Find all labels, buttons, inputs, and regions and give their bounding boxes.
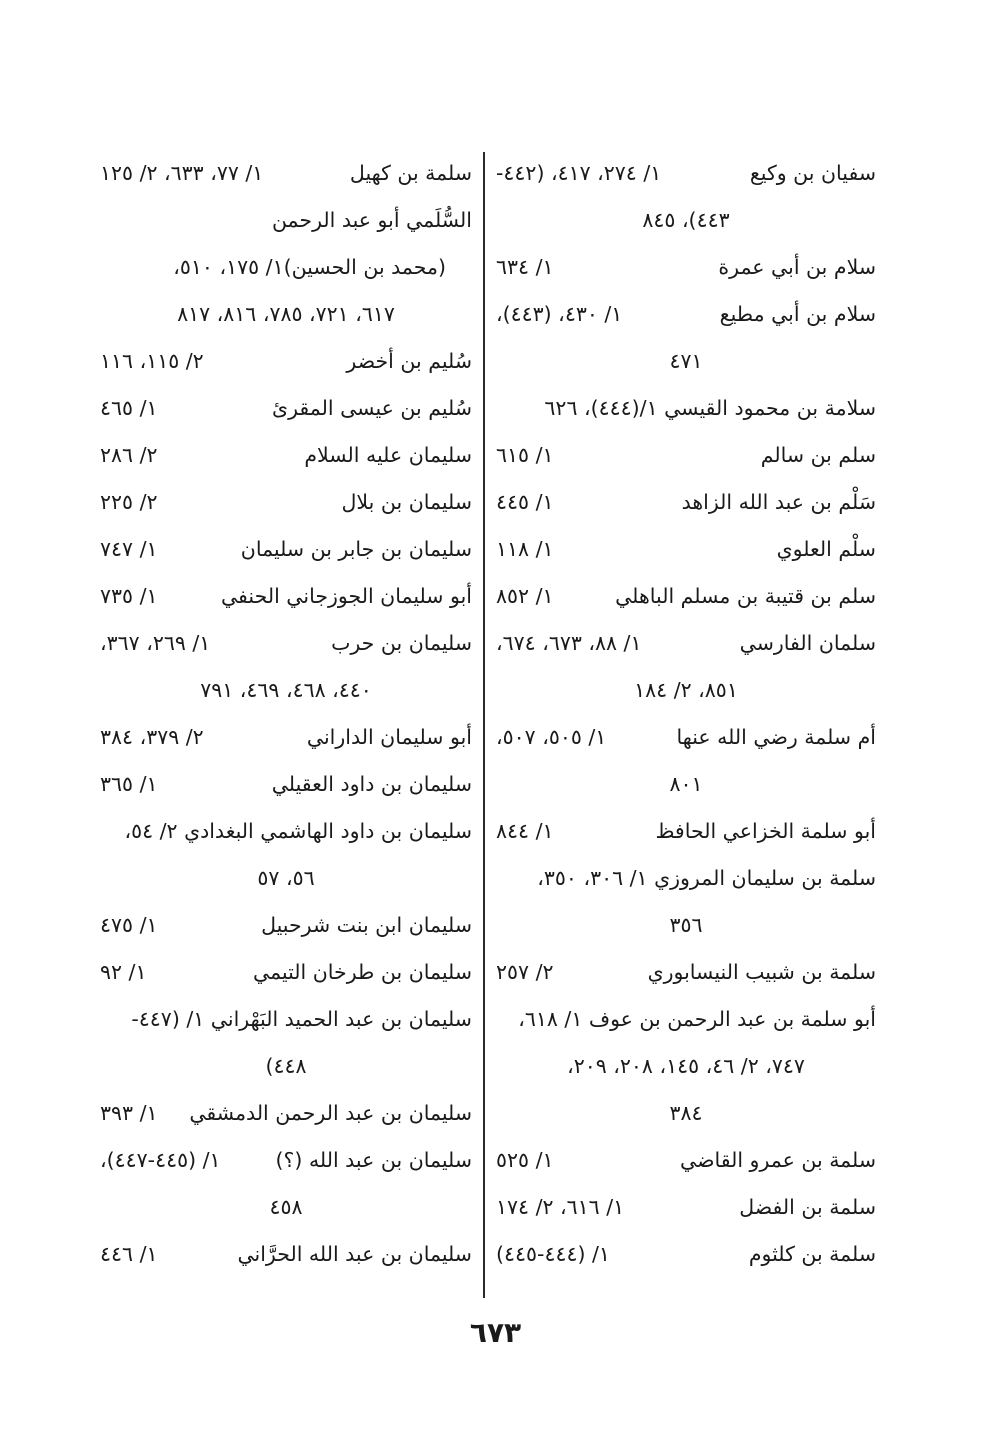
index-entry [496, 761, 876, 808]
index-entry [496, 526, 876, 573]
entry-name: سلامة بن محمود القيسي ١/(٤٤٤)، ٦٢٦ [544, 396, 876, 420]
index-entry [496, 808, 876, 855]
entry-name: سُليم بن عيسى المقرئ [272, 396, 472, 420]
index-entry [496, 385, 876, 432]
entry-refs: ٤٤٣)، ٨٤٥ [642, 208, 730, 232]
entry-name: سَلْم بن عبد الله الزاهد [681, 490, 876, 514]
entry-name: سلمة بن كهيل [349, 161, 472, 185]
entry-name: سليمان بن عبد الله الحرَّاني [237, 1242, 472, 1266]
entry-name: سفيان بن وكيع [749, 161, 876, 185]
entry-refs: ١/ ٣٦٥ [100, 772, 158, 796]
entry-refs: ١/ ٨٤٤ [496, 819, 554, 843]
entry-refs: ١/ ٧٤٧ [100, 537, 158, 561]
entry-name: سلْم العلوي [776, 537, 876, 561]
index-entry [100, 620, 472, 667]
column-divider [483, 152, 485, 1298]
index-entry [496, 996, 876, 1043]
entry-name: سليمان بن جابر بن سليمان [240, 537, 472, 561]
index-entry [496, 432, 876, 479]
index-entry [496, 1043, 876, 1090]
index-entry [496, 479, 876, 526]
entry-refs: ١/ ٦٣٤ [496, 255, 554, 279]
entry-refs: ١/ ٨٥٢ [496, 584, 554, 608]
index-entry [496, 573, 876, 620]
index-entry [100, 385, 472, 432]
index-entry [100, 1137, 472, 1184]
entry-name: أبو سليمان الجوزجاني الحنفي [220, 584, 472, 608]
index-entry [100, 714, 472, 761]
entry-name: سلم بن قتيبة بن مسلم الباهلي [615, 584, 876, 608]
index-entry [496, 244, 876, 291]
entry-refs: ١/ ٤٧٥ [100, 913, 158, 937]
index-entry [496, 1090, 876, 1137]
entry-name: سليمان عليه السلام [304, 443, 472, 467]
index-entry [100, 1231, 472, 1278]
entry-name: أبو سلمة بن عبد الرحمن بن عوف ١/ ٦١٨، [518, 1007, 876, 1031]
entry-refs: ١/ ٥٠٥، ٥٠٧، [496, 725, 607, 749]
index-entry [100, 667, 472, 714]
entry-name: سلمة بن شبيب النيسابوري [647, 960, 876, 984]
index-entry [496, 620, 876, 667]
entry-refs: ١/ ٥٢٥ [496, 1148, 554, 1172]
entry-refs: ٥٦، ٥٧ [257, 866, 315, 890]
entry-refs: ٢/ ٢٥٧ [496, 960, 554, 984]
index-entry [496, 197, 876, 244]
entry-refs: ٢/ ١١٥، ١١٦ [100, 349, 204, 373]
entry-refs: ١/ ٤٤٦ [100, 1242, 158, 1266]
entry-name: سلام بن أبي عمرة [718, 255, 876, 279]
entry-refs: ١/ ٩٢ [100, 960, 147, 984]
page-number: ٦٧٣ [469, 1316, 522, 1349]
entry-name: سليمان بن عبد الله (؟) [275, 1148, 472, 1172]
entry-refs: ١/ ٣٩٣ [100, 1101, 158, 1125]
entry-name: سليمان بن حرب [331, 631, 472, 655]
entry-name: سلم بن سالم [760, 443, 876, 467]
entry-refs: ٤٤٨) [265, 1054, 307, 1078]
index-entry [100, 432, 472, 479]
entry-refs: ٨٥١، ٢/ ١٨٤ [634, 678, 738, 702]
entry-refs: ١/ ٦١٦، ٢/ ١٧٤ [496, 1195, 625, 1219]
right-column [496, 150, 876, 1278]
index-entry [100, 573, 472, 620]
entry-refs: ٣٨٤ [669, 1101, 703, 1125]
entry-refs: ٨٠١ [669, 772, 703, 796]
entry-refs: ٤٧١ [669, 349, 703, 373]
entry-refs: ٤٥٨ [269, 1195, 303, 1219]
entry-refs: ٧٤٧، ٢/ ٤٦، ١٤٥، ٢٠٨، ٢٠٩، [567, 1054, 805, 1078]
entry-refs: ١/ ٧٣٥ [100, 584, 158, 608]
index-entry [100, 526, 472, 573]
index-entry [100, 855, 472, 902]
entry-refs: ٣٥٦ [669, 913, 703, 937]
entry-refs: ١/ ٨٨، ٦٧٣، ٦٧٤، [496, 631, 642, 655]
index-entry [100, 197, 472, 244]
entry-name: (محمد بن الحسين)١/ ١٧٥، ٥١٠، [173, 255, 446, 279]
index-entry [100, 479, 472, 526]
index-entry [100, 902, 472, 949]
index-entry [100, 761, 472, 808]
entry-refs: ١/ ١١٨ [496, 537, 554, 561]
entry-refs: ١/ ٤٣٠، (٤٤٣)، [496, 302, 623, 326]
entry-refs: ٢/ ٢٢٥ [100, 490, 158, 514]
left-column [100, 150, 472, 1278]
index-entry [100, 808, 472, 855]
index-entry [100, 996, 472, 1043]
index-entry [496, 291, 876, 338]
index-entry [496, 714, 876, 761]
index-entry [100, 244, 472, 291]
entry-name: سليمان بن داود الهاشمي البغدادي ٢/ ٥٤، [124, 819, 472, 843]
index-entry [496, 1231, 876, 1278]
entry-refs: ١/ ٧٧، ٦٣٣، ٢/ ١٢٥ [100, 161, 264, 185]
entry-name: سُليم بن أخضر [346, 349, 472, 373]
entry-name: أم سلمة رضي الله عنها [676, 725, 876, 749]
entry-refs: ١/ ٢٧٤، ٤١٧، (٤٤٢- [496, 161, 662, 185]
entry-refs: ٤٤٠، ٤٦٨، ٤٦٩، ٧٩١ [200, 678, 372, 702]
entry-refs: ١/ ٢٦٩، ٣٦٧، [100, 631, 211, 655]
entry-refs: ١/ ٦١٥ [496, 443, 554, 467]
index-entry [100, 291, 472, 338]
entry-name: سليمان بن بلال [341, 490, 472, 514]
entry-refs: ١/ ٤٦٥ [100, 396, 158, 420]
entry-refs: ٢/ ٣٧٩، ٣٨٤ [100, 725, 204, 749]
index-entry [100, 949, 472, 996]
entry-name: سليمان بن داود العقيلي [271, 772, 472, 796]
entry-name: سليمان بن عبد الرحمن الدمشقي [189, 1101, 472, 1125]
entry-refs: ٦١٧، ٧٢١، ٧٨٥، ٨١٦، ٨١٧ [177, 302, 395, 326]
index-entry [496, 667, 876, 714]
entry-name: سليمان بن عبد الحميد البَهْراني ١/ (٤٤٧- [131, 1007, 472, 1031]
entry-name: سلام بن أبي مطيع [719, 302, 876, 326]
entry-name: سلمة بن عمرو القاضي [679, 1148, 876, 1172]
entry-refs: ٢/ ٢٨٦ [100, 443, 158, 467]
index-entry [100, 150, 472, 197]
entry-name: سليمان بن طرخان التيمي [252, 960, 472, 984]
index-entry [496, 1184, 876, 1231]
entry-name: أبو سليمان الداراني [306, 725, 472, 749]
index-entry [496, 949, 876, 996]
entry-refs: ١/ (٤٤٤-٤٤٥) [496, 1242, 610, 1266]
entry-name: سلمة بن سليمان المروزي ١/ ٣٠٦، ٣٥٠، [537, 866, 876, 890]
index-entry [100, 1043, 472, 1090]
index-entry [496, 1137, 876, 1184]
entry-name: سلمان الفارسي [739, 631, 876, 655]
entry-name: السُّلَمي أبو عبد الرحمن [271, 208, 472, 232]
index-entry [100, 1090, 472, 1137]
index-entry [496, 855, 876, 902]
index-entry [496, 902, 876, 949]
entry-name: سليمان ابن بنت شرحبيل [261, 913, 472, 937]
entry-name: أبو سلمة الخزاعي الحافظ [655, 819, 876, 843]
entry-name: سلمة بن الفضل [739, 1195, 876, 1219]
entry-name: سلمة بن كلثوم [748, 1242, 876, 1266]
index-entry [496, 338, 876, 385]
index-entry [100, 338, 472, 385]
index-entry [100, 1184, 472, 1231]
entry-refs: ١/ ٤٤٥ [496, 490, 554, 514]
index-entry [496, 150, 876, 197]
entry-refs: ١/ (٤٤٥-٤٤٧)، [100, 1148, 221, 1172]
